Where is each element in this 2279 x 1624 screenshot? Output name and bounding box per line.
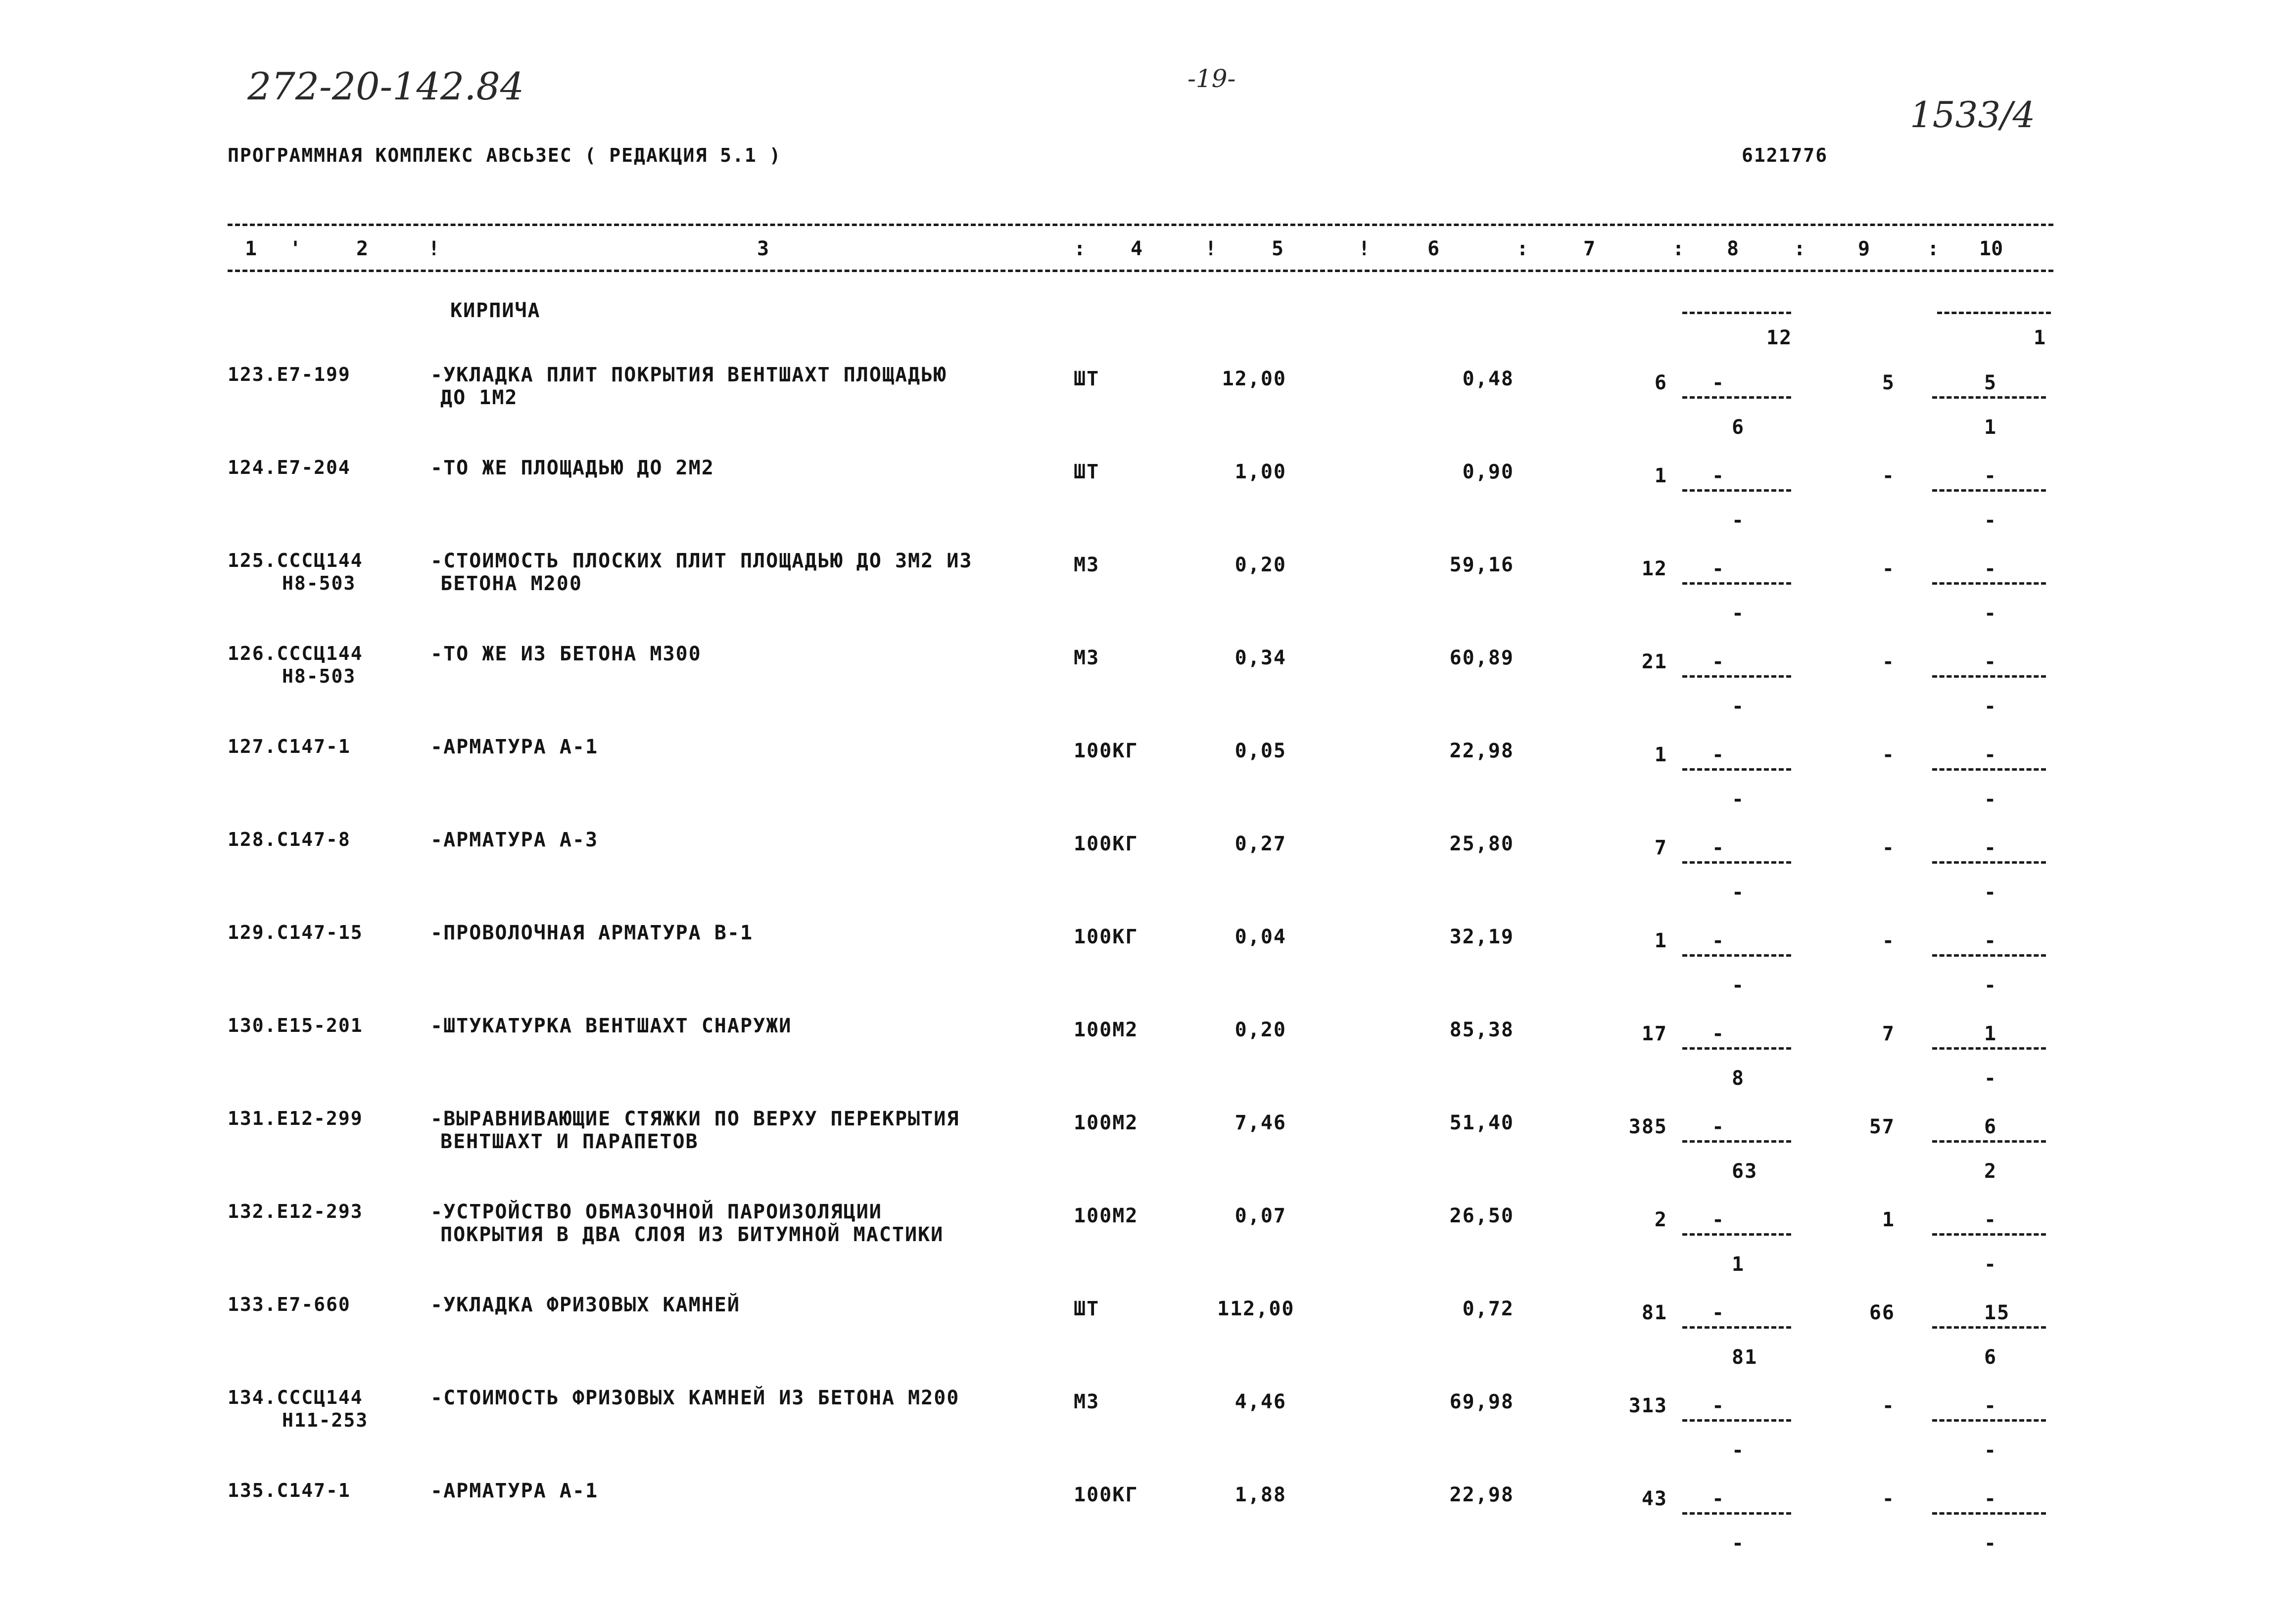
item-description-continued: БЕТОНА М200	[440, 572, 582, 595]
fraction-line-col8	[1682, 1233, 1791, 1236]
item-code: 133.Е7-660	[228, 1294, 351, 1315]
item-unit-cost: 0,48	[1462, 368, 1514, 390]
item-code: 132.Е12-293	[228, 1201, 363, 1222]
item-col8-top: -	[1712, 1394, 1725, 1417]
item-col10-bottom: -	[1984, 509, 1997, 532]
item-description: -ШТУКАТУРКА ВЕНТШАХТ СНАРУЖИ	[430, 1015, 792, 1037]
item-col10-bottom: 2	[1984, 1160, 1997, 1183]
item-col8-bottom: -	[1732, 602, 1745, 625]
table-row	[0, 457, 2279, 546]
item-col10-bottom: -	[1984, 788, 1997, 811]
item-total-cost: 385	[1628, 1115, 1667, 1138]
item-total-cost: 7	[1654, 836, 1667, 859]
column-separator: :	[1517, 237, 1529, 260]
fraction-line-col10	[1932, 489, 2046, 492]
fraction-line-col10	[1932, 1140, 2046, 1143]
item-description: -ТО ЖЕ ПЛОЩАДЬЮ ДО 2М2	[430, 457, 714, 479]
table-row	[0, 550, 2279, 639]
table-row	[0, 1387, 2279, 1476]
item-col10-bottom: -	[1984, 1067, 1997, 1090]
item-col9: 5	[1882, 371, 1895, 394]
item-description-continued: ДО 1М2	[440, 386, 518, 409]
item-col10-top: -	[1984, 557, 1997, 580]
item-code: 123.Е7-199	[228, 364, 351, 385]
item-quantity: 12,00	[1222, 368, 1286, 390]
item-unit-cost: 32,19	[1449, 926, 1514, 948]
item-col10-top: -	[1984, 929, 1997, 952]
item-quantity: 112,00	[1217, 1298, 1295, 1320]
fraction-line-col10	[1932, 582, 2046, 585]
column-separator: :	[1794, 237, 1806, 260]
item-quantity: 0,05	[1234, 740, 1286, 762]
continuation-c8-bottom: 12	[1766, 326, 1793, 349]
item-col8-top: -	[1712, 1487, 1725, 1510]
item-col10-bottom: -	[1984, 1253, 1997, 1276]
item-col10-bottom: -	[1984, 695, 1997, 718]
item-quantity: 0,07	[1234, 1205, 1286, 1227]
continuation-label: КИРПИЧА	[450, 299, 541, 322]
item-unit-cost: 0,90	[1462, 461, 1514, 483]
item-col10-bottom: 1	[1984, 416, 1997, 439]
column-separator: :	[1672, 237, 1685, 260]
item-quantity: 1,00	[1234, 461, 1286, 483]
fraction-line-col8	[1682, 1047, 1791, 1050]
table-row	[0, 1201, 2279, 1290]
item-quantity: 7,46	[1234, 1112, 1286, 1134]
item-code: 135.С147-1	[228, 1480, 351, 1501]
item-unit-cost: 51,40	[1449, 1112, 1514, 1134]
column-number-7: 7	[1583, 237, 1596, 260]
item-unit: ШТ	[1074, 368, 1100, 390]
column-number-10: 10	[1979, 237, 2003, 260]
fraction-line-col8	[1682, 582, 1791, 585]
item-code: 128.С147-8	[228, 829, 351, 850]
item-col9: 1	[1882, 1208, 1895, 1231]
item-total-cost: 2	[1654, 1208, 1667, 1231]
item-total-cost: 43	[1641, 1487, 1667, 1510]
item-total-cost: 21	[1641, 650, 1667, 673]
table-row	[0, 922, 2279, 1011]
column-number-9: 9	[1858, 237, 1870, 260]
item-code-secondary: Н8-503	[282, 665, 356, 687]
program-line: ПРОГРАММНАЯ КОМПЛЕКС АВСЬЗЕС ( РЕДАКЦИЯ 5.1 )	[228, 144, 782, 166]
item-description: -АРМАТУРА А-3	[430, 829, 599, 851]
column-separator: :	[1074, 237, 1086, 260]
item-col10-top: 1	[1984, 1022, 1997, 1045]
fraction-line-col8	[1682, 489, 1791, 492]
item-col8-bottom: -	[1732, 509, 1745, 532]
item-unit-cost: 22,98	[1449, 1484, 1514, 1506]
item-description-continued: ПОКРЫТИЯ В ДВА СЛОЯ ИЗ БИТУМНОЙ МАСТИКИ	[440, 1223, 944, 1246]
item-unit: М3	[1074, 647, 1100, 669]
item-total-cost: 17	[1641, 1022, 1667, 1045]
item-total-cost: 1	[1654, 929, 1667, 952]
column-number-8: 8	[1727, 237, 1739, 260]
header-rule-bottom	[228, 270, 2053, 272]
item-col8-bottom: -	[1732, 1439, 1745, 1462]
fraction-line-col8	[1682, 1419, 1791, 1422]
item-code-secondary: Н8-503	[282, 572, 356, 594]
item-description: -ПРОВОЛОЧНАЯ АРМАТУРА В-1	[430, 922, 754, 944]
item-code: 125.СССЦ144	[228, 550, 363, 571]
page-number: -19-	[1187, 64, 1236, 93]
fraction-line-col8	[1682, 1512, 1791, 1515]
item-col8-bottom: 63	[1732, 1160, 1758, 1183]
item-description: -УКЛАДКА ФРИЗОВЫХ КАМНЕЙ	[430, 1294, 740, 1316]
item-col9: -	[1882, 650, 1895, 673]
item-description: -УКЛАДКА ПЛИТ ПОКРЫТИЯ ВЕНТШАХТ ПЛОЩАДЬЮ	[430, 364, 947, 386]
item-col10-top: -	[1984, 464, 1997, 487]
item-col8-top: -	[1712, 371, 1725, 394]
sheet-mark: 1533/4	[1910, 94, 2036, 136]
table-row	[0, 1480, 2279, 1569]
item-description: -АРМАТУРА А-1	[430, 1480, 599, 1502]
continuation-c10-bottom: 1	[2034, 326, 2047, 349]
item-description-continued: ВЕНТШАХТ И ПАРАПЕТОВ	[440, 1130, 699, 1153]
item-quantity: 0,20	[1234, 1019, 1286, 1041]
item-description: -СТОИМОСТЬ ПЛОСКИХ ПЛИТ ПЛОЩАДЬЮ ДО 3М2 ИЗ	[430, 550, 973, 572]
fraction-line-col10	[1932, 675, 2046, 678]
table-row	[0, 364, 2279, 453]
item-code: 126.СССЦ144	[228, 643, 363, 664]
table-row	[0, 829, 2279, 918]
item-description: -ВЫРАВНИВАЮЩИЕ СТЯЖКИ ПО ВЕРХУ ПЕРЕКРЫТИЯ	[430, 1108, 960, 1130]
item-total-cost: 1	[1654, 464, 1667, 487]
item-description: -СТОИМОСТЬ ФРИЗОВЫХ КАМНЕЙ ИЗ БЕТОНА М200	[430, 1387, 960, 1409]
item-unit-cost: 60,89	[1449, 647, 1514, 669]
column-separator: !	[1205, 237, 1217, 260]
item-col9: -	[1882, 464, 1895, 487]
table-row	[0, 643, 2279, 732]
item-unit-cost: 25,80	[1449, 833, 1514, 855]
column-separator: :	[1927, 237, 1940, 260]
fraction-line-col10	[1932, 954, 2046, 957]
item-col8-bottom: -	[1732, 881, 1745, 904]
item-unit: ШТ	[1074, 1298, 1100, 1320]
fraction-line-col8	[1682, 768, 1791, 771]
item-total-cost: 313	[1628, 1394, 1667, 1417]
item-col10-bottom: -	[1984, 1532, 1997, 1555]
item-col8-top: -	[1712, 1115, 1725, 1138]
item-col10-top: -	[1984, 1208, 1997, 1231]
item-description: -АРМАТУРА А-1	[430, 736, 599, 758]
item-col10-top: -	[1984, 1487, 1997, 1510]
fraction-line-col10	[1932, 1512, 2046, 1515]
item-col9: -	[1882, 743, 1895, 766]
item-quantity: 0,04	[1234, 926, 1286, 948]
table-row	[0, 1108, 2279, 1197]
item-unit-cost: 22,98	[1449, 740, 1514, 762]
column-number-6: 6	[1427, 237, 1440, 260]
item-col9: -	[1882, 1394, 1895, 1417]
item-col8-bottom: 81	[1732, 1346, 1758, 1369]
item-col9: 7	[1882, 1022, 1895, 1045]
item-unit: М3	[1074, 554, 1100, 576]
item-total-cost: 6	[1654, 371, 1667, 394]
table-row	[0, 1015, 2279, 1104]
fraction-line-col10	[1932, 1047, 2046, 1050]
item-col9: -	[1882, 557, 1895, 580]
item-col8-top: -	[1712, 1301, 1725, 1324]
item-col9: -	[1882, 929, 1895, 952]
item-col10-top: -	[1984, 836, 1997, 859]
item-col8-top: -	[1712, 650, 1725, 673]
continuation-fraction-10	[1937, 312, 2051, 314]
fraction-line-col8	[1682, 1140, 1791, 1143]
column-number-4: 4	[1131, 237, 1143, 260]
column-separator: !	[1358, 237, 1371, 260]
item-col8-bottom: -	[1732, 788, 1745, 811]
fraction-line-col10	[1932, 396, 2046, 399]
fraction-line-col8	[1682, 1326, 1791, 1329]
item-col10-top: 15	[1984, 1301, 2010, 1324]
item-col8-top: -	[1712, 557, 1725, 580]
column-number-5: 5	[1272, 237, 1284, 260]
item-col9: 57	[1869, 1115, 1895, 1138]
item-col8-bottom: 6	[1732, 416, 1745, 439]
item-code: 130.Е15-201	[228, 1015, 363, 1036]
fraction-line-col8	[1682, 954, 1791, 957]
table-row	[0, 1294, 2279, 1383]
item-unit: 100КГ	[1074, 1484, 1139, 1506]
continuation-fraction-8	[1682, 312, 1791, 314]
item-col9: 66	[1869, 1301, 1895, 1324]
item-code: 124.Е7-204	[228, 457, 351, 478]
item-col8-bottom: -	[1732, 1532, 1745, 1555]
fraction-line-col10	[1932, 1233, 2046, 1236]
fraction-line-col10	[1932, 1419, 2046, 1422]
item-total-cost: 1	[1654, 743, 1667, 766]
item-unit: 100М2	[1074, 1205, 1139, 1227]
fraction-line-col8	[1682, 861, 1791, 864]
table-row	[0, 736, 2279, 825]
item-col8-bottom: -	[1732, 974, 1745, 997]
column-separator: '	[289, 237, 302, 260]
item-total-cost: 12	[1641, 557, 1667, 580]
item-quantity: 0,27	[1234, 833, 1286, 855]
item-unit: 100КГ	[1074, 740, 1139, 762]
item-col8-top: -	[1712, 464, 1725, 487]
item-unit: 100М2	[1074, 1019, 1139, 1041]
item-col10-bottom: -	[1984, 881, 1997, 904]
item-col8-bottom: -	[1732, 695, 1745, 718]
item-col10-top: -	[1984, 743, 1997, 766]
fraction-line-col10	[1932, 1326, 2046, 1329]
item-unit: 100КГ	[1074, 833, 1139, 855]
item-quantity: 1,88	[1234, 1484, 1286, 1506]
item-unit-cost: 69,98	[1449, 1391, 1514, 1413]
item-col10-bottom: -	[1984, 602, 1997, 625]
item-unit-cost: 0,72	[1462, 1298, 1514, 1320]
item-unit: 100КГ	[1074, 926, 1139, 948]
item-col8-top: -	[1712, 1022, 1725, 1045]
item-col8-top: -	[1712, 836, 1725, 859]
item-quantity: 0,20	[1234, 554, 1286, 576]
item-description: -ТО ЖЕ ИЗ БЕТОНА М300	[430, 643, 702, 665]
item-code: 127.С147-1	[228, 736, 351, 757]
item-total-cost: 81	[1641, 1301, 1667, 1324]
column-number-2: 2	[356, 237, 369, 260]
item-unit-cost: 26,50	[1449, 1205, 1514, 1227]
program-code: 6121776	[1742, 144, 1828, 166]
item-col10-top: 5	[1984, 371, 1997, 394]
fraction-line-col10	[1932, 861, 2046, 864]
item-unit: М3	[1074, 1391, 1100, 1413]
item-col9: -	[1882, 1487, 1895, 1510]
item-col10-top: -	[1984, 650, 1997, 673]
item-col10-bottom: -	[1984, 1439, 1997, 1462]
item-description: -УСТРОЙСТВО ОБМАЗОЧНОЙ ПАРОИЗОЛЯЦИИ	[430, 1201, 882, 1223]
item-code-secondary: Н11-253	[282, 1409, 369, 1431]
column-separator: !	[428, 237, 440, 260]
item-col10-bottom: 6	[1984, 1346, 1997, 1369]
item-col10-top: -	[1984, 1394, 1997, 1417]
item-code: 131.Е12-299	[228, 1108, 363, 1129]
column-number-1: 1	[245, 237, 257, 260]
item-col8-bottom: 1	[1732, 1253, 1745, 1276]
item-unit-cost: 85,38	[1449, 1019, 1514, 1041]
item-col9: -	[1882, 836, 1895, 859]
column-number-3: 3	[757, 237, 769, 260]
item-quantity: 4,46	[1234, 1391, 1286, 1413]
item-col8-top: -	[1712, 743, 1725, 766]
item-unit: ШТ	[1074, 461, 1100, 483]
fraction-line-col10	[1932, 768, 2046, 771]
item-code: 134.СССЦ144	[228, 1387, 363, 1408]
item-quantity: 0,34	[1234, 647, 1286, 669]
fraction-line-col8	[1682, 396, 1791, 399]
item-col10-bottom: -	[1984, 974, 1997, 997]
fraction-line-col8	[1682, 675, 1791, 678]
item-col8-top: -	[1712, 1208, 1725, 1231]
item-col8-top: -	[1712, 929, 1725, 952]
item-unit: 100М2	[1074, 1112, 1139, 1134]
header-rule-top	[228, 224, 2053, 226]
item-col8-bottom: 8	[1732, 1067, 1745, 1090]
item-col10-top: 6	[1984, 1115, 1997, 1138]
document-number: 272-20-142.84	[247, 64, 524, 108]
item-code: 129.С147-15	[228, 922, 363, 943]
item-unit-cost: 59,16	[1449, 554, 1514, 576]
